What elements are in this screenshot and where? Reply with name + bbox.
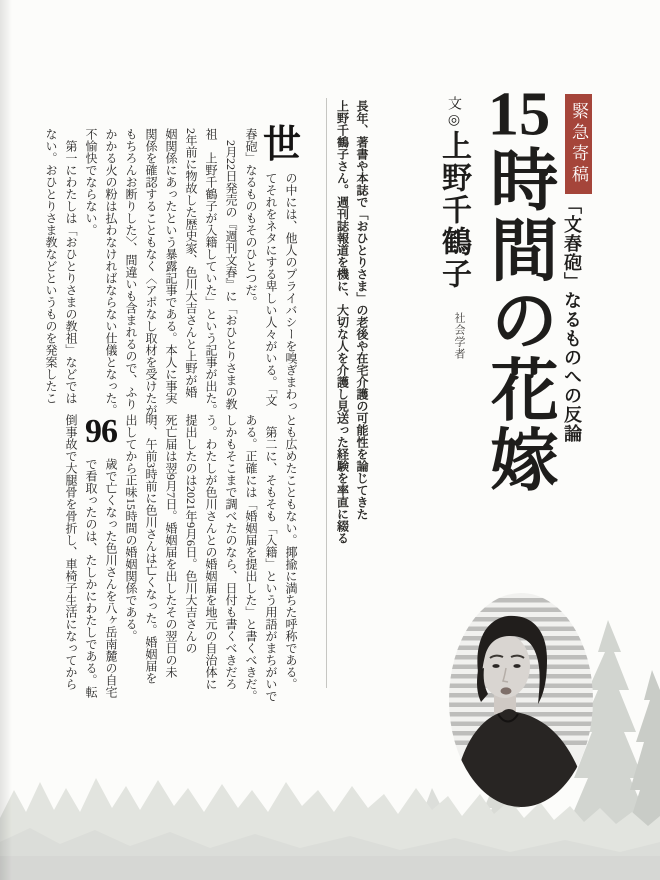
byline xyxy=(436,96,470,290)
lead-column: 長年、著書や本誌で「おひとりさま」の老後や在宅介護の可能性を論じてきた xyxy=(355,100,369,520)
body-column: 第二に、そもそも「入籍」という用語がまちがいで xyxy=(264,414,278,702)
body-column: 2月22日発売の『週刊文春』に「おひとりさまの教 xyxy=(224,128,238,410)
body-column: 歳で亡くなった色川さんを八ヶ岳南麓の自宅 xyxy=(104,458,118,698)
body-column: 関係を確認することもなく〈アポなし取材を受けたが、 xyxy=(144,128,158,428)
author-role: 社会学者 xyxy=(453,312,465,360)
headline-number: 15 xyxy=(487,82,551,145)
body-column: 不愉快でならない。 xyxy=(84,128,98,236)
body-column: う。わたしが色川さんとの婚姻届を地元の自治体に xyxy=(204,414,218,690)
forest-ground-band xyxy=(0,856,660,880)
body-column: ない。おひとりさま教などというものを発案したこ xyxy=(44,128,58,404)
body-column: 2年前に物故した歴史家、色川大吉さんと上野が婚 xyxy=(184,128,198,398)
person-eye-right xyxy=(513,664,520,668)
drop-cap-96: 96 xyxy=(85,413,117,450)
body-column: とも広めたこともない。揶揄に満ちた呼称である。 xyxy=(284,414,298,690)
body-column: 春砲」なるものもそのひとつだ。 xyxy=(244,128,258,308)
lead-column: 上野千鶴子さん。週刊誌報道を機に、大切な人を介護し見送った経験を率直に綴る xyxy=(335,100,350,544)
body-column: てそれをネタにする卑しい人々がいる。「文 xyxy=(264,172,278,406)
body-column: ある。正確には「婚姻届を提出した」と書くべきだ。 xyxy=(244,414,258,702)
portrait-photo xyxy=(448,592,594,808)
body-column: 出してから正味15時間の婚姻関係である。 xyxy=(124,414,138,642)
article-headline xyxy=(482,82,556,495)
column-divider-rule xyxy=(326,98,327,688)
body-column: しかもそこまで調べたのなら、日付も書くべきだろ xyxy=(224,414,238,690)
body-column: 第一にわたしは「おひとりさまの教祖」などでは xyxy=(64,128,78,404)
body-column: 明、午前3時前に色川さんは亡くなった。婚姻届を xyxy=(144,414,158,684)
body-column: の中には、他人のプライバシーを嗅ぎまわっ xyxy=(284,172,298,412)
headline-text: 時間の花嫁 xyxy=(481,144,557,495)
body-column: で看取ったのは、たしかにわたしである。転 xyxy=(84,458,98,698)
body-block-1 xyxy=(41,124,301,428)
drop-cap-yo: 世 xyxy=(262,124,301,166)
urgent-contribution-badge: 緊急寄稿 xyxy=(565,94,592,194)
body-column: 提出したのは2021年9月6日。色川大吉さんの xyxy=(184,414,198,654)
lead-paragraph xyxy=(331,100,371,582)
person-mouth xyxy=(501,687,512,694)
person-eye-left xyxy=(492,664,499,668)
body-column: 死亡届は翌9月7日。婚姻届を出したその翌日の未 xyxy=(164,414,178,678)
byline-prefix: 文◎ xyxy=(446,96,461,130)
body-block-2 xyxy=(61,413,301,702)
body-column: もちろんお断りした〉、間違いも含まれるので、ふり xyxy=(124,128,138,410)
body-column: 倒事故で大腿骨を骨折し、車椅子生活になってから xyxy=(64,414,78,690)
body-column: 姻関係にあったという暴露記事である。本人に事実 xyxy=(164,128,178,404)
article-subtitle: 「文春砲」なるものへの反論 xyxy=(562,196,582,443)
body-column: 祖 上野千鶴子が入籍していた」という記事が出た。 xyxy=(204,128,218,416)
body-column: かかる火の粉は払わなければならない仕儀となった。 xyxy=(104,128,118,416)
author-name: 上野千鶴子 xyxy=(437,130,470,290)
